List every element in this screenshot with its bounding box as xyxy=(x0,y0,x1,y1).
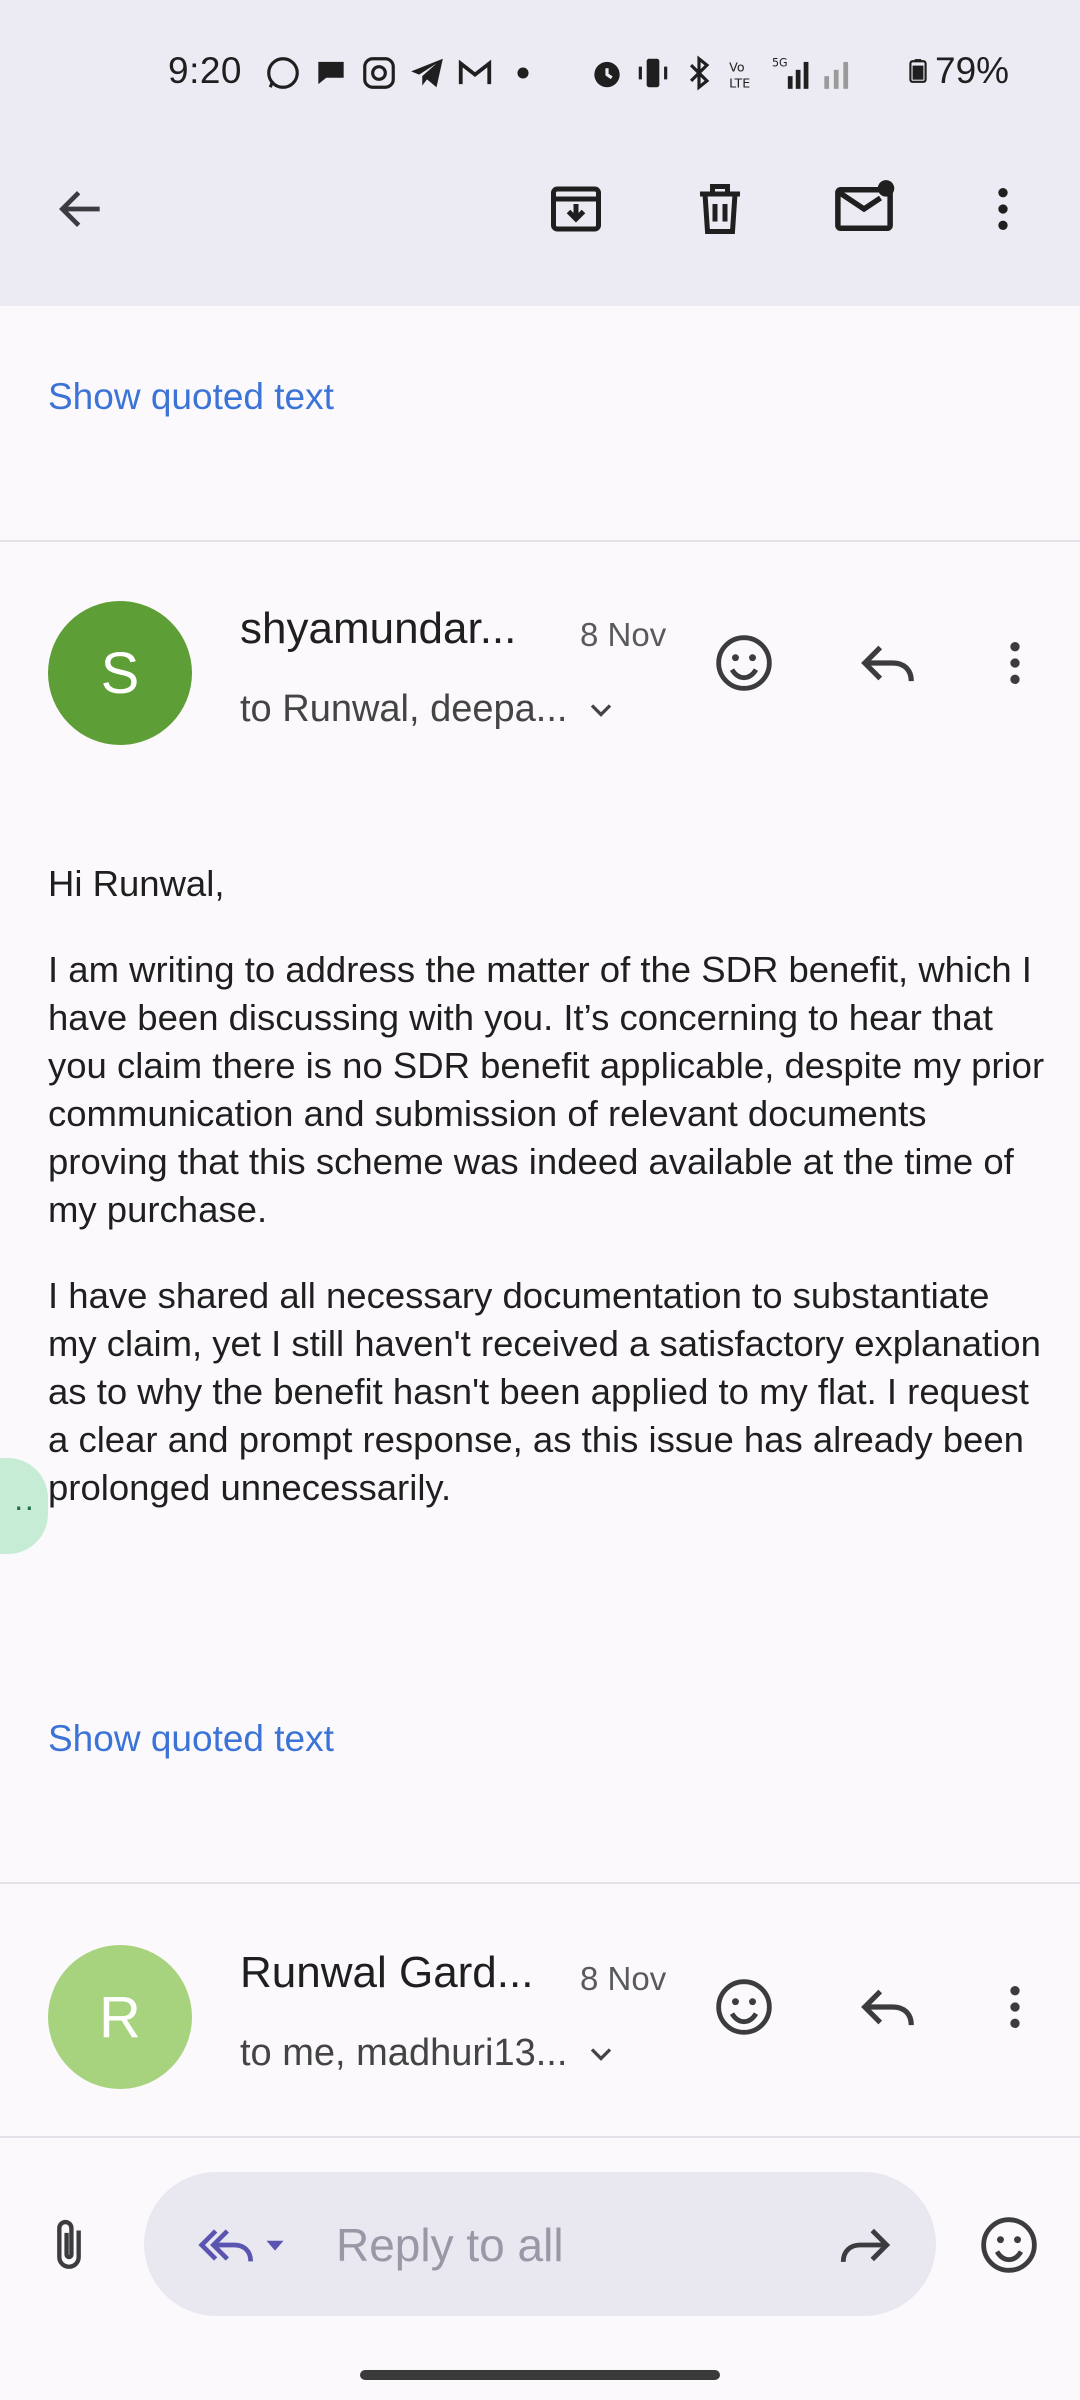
emoji-button[interactable] xyxy=(964,2200,1054,2290)
show-quoted-text-link[interactable]: Show quoted text xyxy=(48,376,334,417)
attach-button[interactable] xyxy=(24,2200,114,2290)
system-icons xyxy=(588,54,856,92)
telegram-icon xyxy=(408,54,446,92)
home-indicator[interactable] xyxy=(360,2370,720,2380)
reply-icon xyxy=(857,1976,919,2038)
archive-button[interactable] xyxy=(531,164,621,254)
gmail-icon xyxy=(456,54,494,92)
body-paragraph: I have shared all necessary documentation to substantiate my claim, yet I still haven't received a satisfactory explanation as to why the benefit hasn't been applied to my flat. I request a clear and prompt response, as this issue has already been prolonged unnecessarily. xyxy=(48,1275,1041,1508)
archive-icon xyxy=(546,179,606,239)
reply-mode-dropdown[interactable] xyxy=(172,2200,312,2290)
drag-handle-icon: ·· xyxy=(13,1487,35,1524)
emoji-icon xyxy=(712,631,776,695)
message-more-button[interactable] xyxy=(970,1962,1060,2052)
chevron-down-icon xyxy=(583,692,619,728)
message-divider xyxy=(0,540,1080,542)
more-vert-icon xyxy=(987,1979,1043,2035)
recipients-text: to Runwal, deepa... xyxy=(240,688,568,730)
vibrate-icon xyxy=(634,54,672,92)
forward-icon xyxy=(836,2216,894,2274)
caret-down-icon xyxy=(258,2228,292,2262)
emoji-icon xyxy=(712,1975,776,2039)
body-paragraph: I am writing to address the matter of the SDR benefit, which I have been discussing with you. It’s concerning to hear that you claim there is no SDR benefit applicable, despite my prior communication and submission of relevant documents proving that this scheme was indeed available at the time of my purchase. xyxy=(48,949,1045,1230)
svg-text:5G: 5G xyxy=(772,56,788,70)
instagram-icon xyxy=(360,54,398,92)
recipients-toggle[interactable] xyxy=(240,688,619,731)
battery-level: 79% xyxy=(935,50,1010,91)
svg-text:LTE: LTE xyxy=(729,75,751,91)
bluetooth-icon xyxy=(680,54,718,92)
whatsapp-icon xyxy=(264,54,302,92)
notification-icons xyxy=(264,54,542,92)
arrow-back-icon xyxy=(53,181,109,237)
dot-icon xyxy=(504,54,542,92)
message-divider xyxy=(0,1882,1080,1884)
battery-icon xyxy=(905,52,931,90)
react-emoji-button[interactable] xyxy=(699,618,789,708)
emoji-icon xyxy=(977,2213,1041,2277)
avatar-letter: R xyxy=(99,1984,141,2050)
reply-button[interactable] xyxy=(843,1962,933,2052)
delete-button[interactable] xyxy=(675,164,765,254)
attach-icon xyxy=(40,2216,98,2274)
avatar[interactable] xyxy=(48,601,192,745)
status-bar xyxy=(0,40,1080,106)
chevron-down-icon xyxy=(583,2036,619,2072)
message-date: 8 Nov xyxy=(580,616,667,653)
sender-name[interactable]: shyamundar... xyxy=(240,604,517,653)
react-emoji-button[interactable] xyxy=(699,1962,789,2052)
volte-icon xyxy=(726,54,764,92)
more-options-button[interactable] xyxy=(958,164,1048,254)
message-body xyxy=(48,860,1048,1550)
message-date: 8 Nov xyxy=(580,1960,667,1997)
mark-unread-icon xyxy=(831,176,897,242)
more-vert-icon xyxy=(975,181,1031,237)
side-panel-handle[interactable] xyxy=(0,1458,48,1554)
more-vert-icon xyxy=(987,635,1043,691)
status-time: 9:20 xyxy=(168,50,243,91)
sender-name[interactable]: Runwal Gard... xyxy=(240,1948,534,1997)
reply-icon xyxy=(857,632,919,694)
battery xyxy=(905,50,1009,92)
mark-unread-button[interactable] xyxy=(819,164,909,254)
signal-5g-icon xyxy=(772,54,810,92)
avatar-letter: S xyxy=(100,640,140,706)
chat-bubble-icon xyxy=(312,54,350,92)
svg-text:Vo: Vo xyxy=(729,59,745,75)
signal-weak-icon xyxy=(818,54,856,92)
reply-all-icon xyxy=(192,2217,258,2273)
show-quoted-text-link[interactable]: Show quoted text xyxy=(48,1718,334,1759)
body-paragraph: Hi Runwal, xyxy=(48,863,225,904)
message-more-button[interactable] xyxy=(970,618,1060,708)
avatar[interactable] xyxy=(48,1945,192,2089)
trash-icon xyxy=(690,179,750,239)
back-button[interactable] xyxy=(36,164,126,254)
recipients-toggle[interactable] xyxy=(240,2032,619,2075)
reply-placeholder[interactable]: Reply to all xyxy=(336,2219,564,2271)
alarm-icon xyxy=(588,54,626,92)
reply-button[interactable] xyxy=(843,618,933,708)
forward-button[interactable] xyxy=(820,2200,910,2290)
recipients-text: to me, madhuri13... xyxy=(240,2032,568,2074)
